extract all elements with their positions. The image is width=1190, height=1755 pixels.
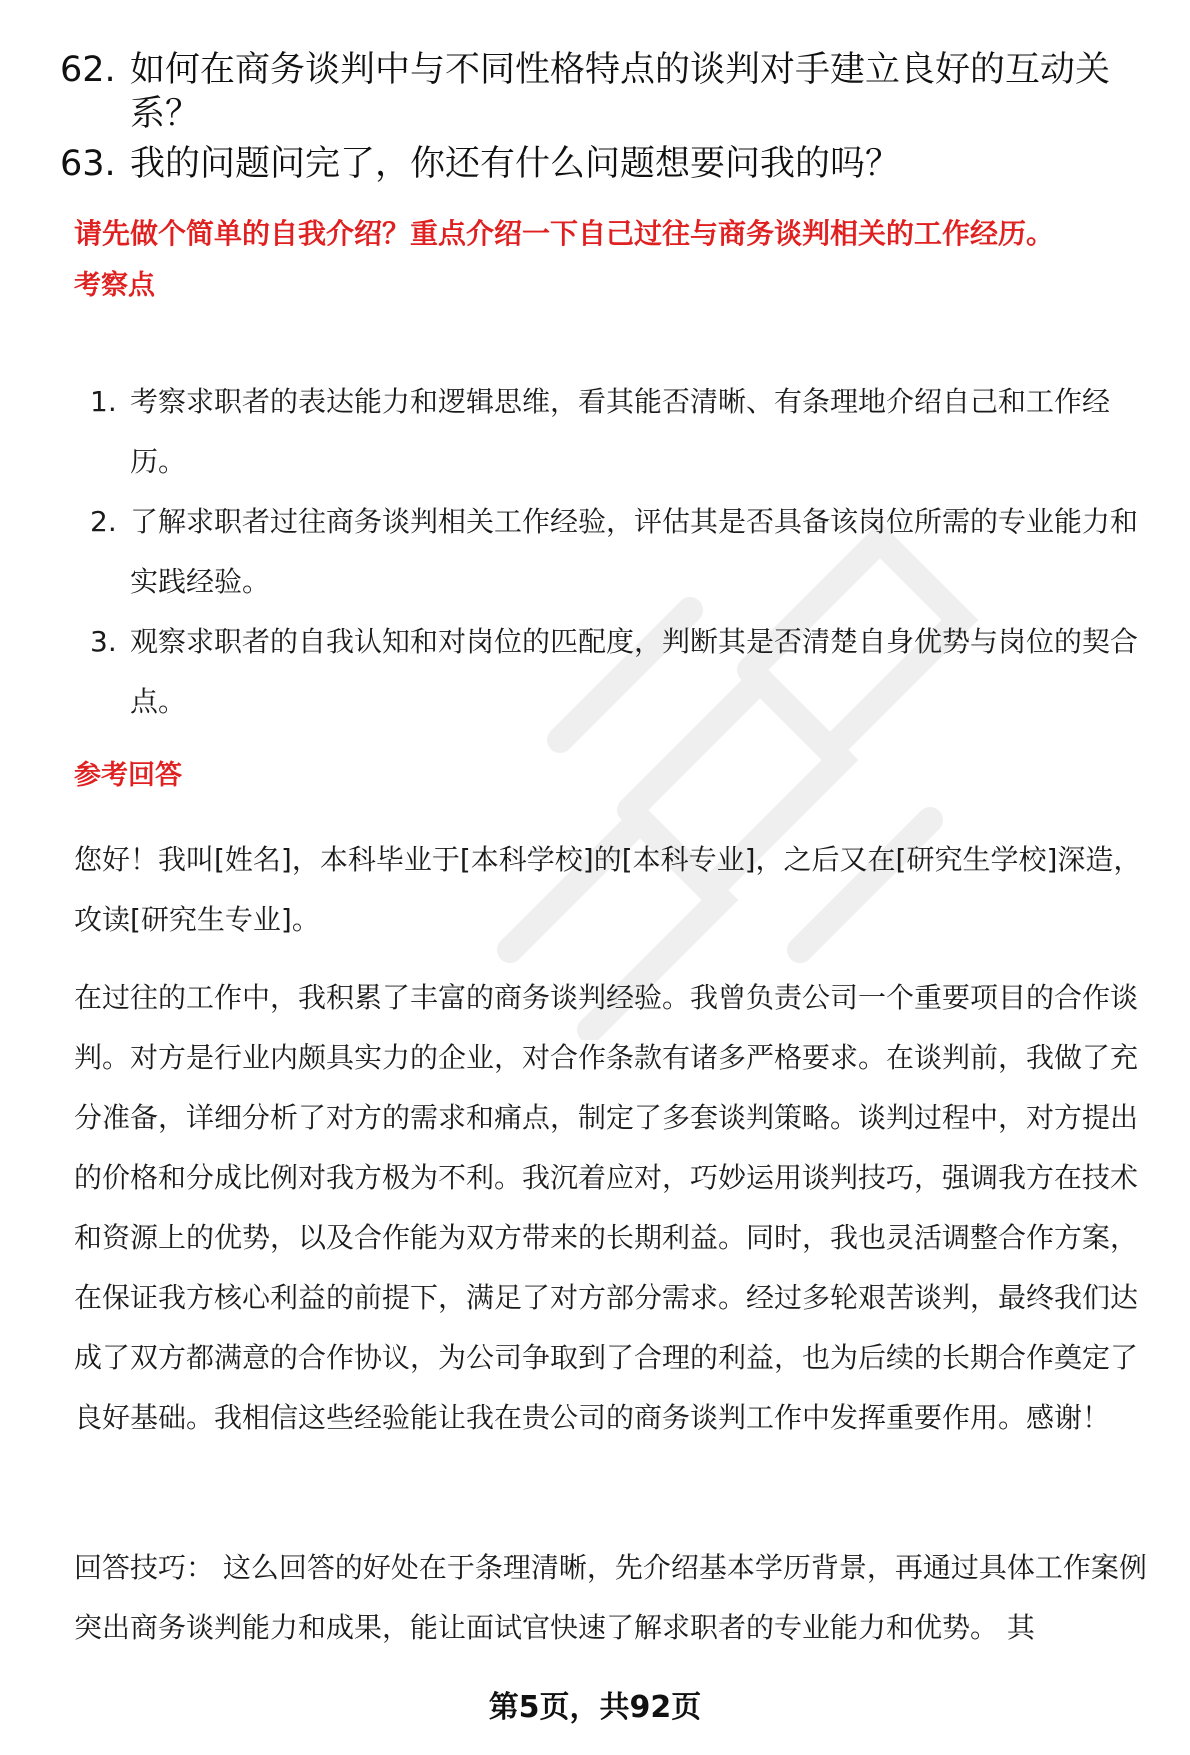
reference-paragraph: 您好！我叫[姓名]，本科毕业于[本科学校]的[本科专业]，之后又在[研究生学校]深造，攻读[研究生专业]。 <box>74 843 1142 936</box>
question-text: 我的问题问完了，你还有什么问题想要问我的吗？ <box>130 144 901 184</box>
point-text: 考察求职者的表达能力和逻辑思维，看其能否清晰、有条理地介绍自己和工作经历。 <box>130 385 1111 478</box>
reference-answer-label: 参考回答 <box>74 760 182 791</box>
question-item <box>60 48 1160 136</box>
question-text: 如何在商务谈判中与不同性格特点的谈判对手建立良好的互动关系？ <box>130 50 1111 134</box>
question-number: 63. <box>60 144 116 184</box>
point-number: 1. <box>90 385 117 418</box>
point-number: 3. <box>90 625 117 658</box>
assessment-point <box>74 492 1154 612</box>
focus-question-heading: 请先做个简单的自我介绍？重点介绍一下自己过往与商务谈判相关的工作经历。 <box>74 217 1055 250</box>
point-text: 观察求职者的自我认知和对岗位的匹配度，判断其是否清楚自身优势与岗位的契合点。 <box>130 625 1139 718</box>
assessment-label: 考察点 <box>74 270 155 301</box>
point-number: 2. <box>90 505 117 538</box>
assessment-points-list <box>74 372 1154 732</box>
assessment-point <box>74 612 1154 732</box>
question-number: 62. <box>60 50 116 90</box>
answer-tips-paragraph: 回答技巧： 这么回答的好处在于条理清晰，先介绍基本学历背景，再通过具体工作案例突出商务谈判能力和成果，能让面试官快速了解求职者的专业能力和优势。 其 <box>74 1551 1147 1644</box>
assessment-point <box>74 372 1154 492</box>
question-item <box>60 142 1160 186</box>
reference-paragraph: 在过往的工作中，我积累了丰富的商务谈判经验。我曾负责公司一个重要项目的合作谈判。对方是行业内颇具实力的企业，对合作条款有诸多严格要求。在谈判前，我做了充分准备，详细分析了对方的需求和痛点，制定了多套谈判策略。谈判过程中，对方提出的价格和分成比例对我方极为不利。我沉着应对，巧妙运用谈判技巧，强调我方在技术和资源上的优势，以及合作能为双方带来的长期利益。同时，我也灵活调整合作方案，在保证我方核心利益的前提下，满足了对方部分需求。经过多轮艰苦谈判，最终我们达成了双方都满意的合作协议，为公司争取到了合理的利益，也为后续的长期合作奠定了良好基础。我相信这些经验能让我在贵公司的商务谈判工作中发挥重要作用。感谢！ <box>74 981 1139 1434</box>
point-text: 了解求职者过往商务谈判相关工作经验，评估其是否具备该岗位所需的专业能力和实践经验。 <box>130 505 1139 598</box>
page-number-footer: 第5页，共92页 <box>488 1690 702 1725</box>
